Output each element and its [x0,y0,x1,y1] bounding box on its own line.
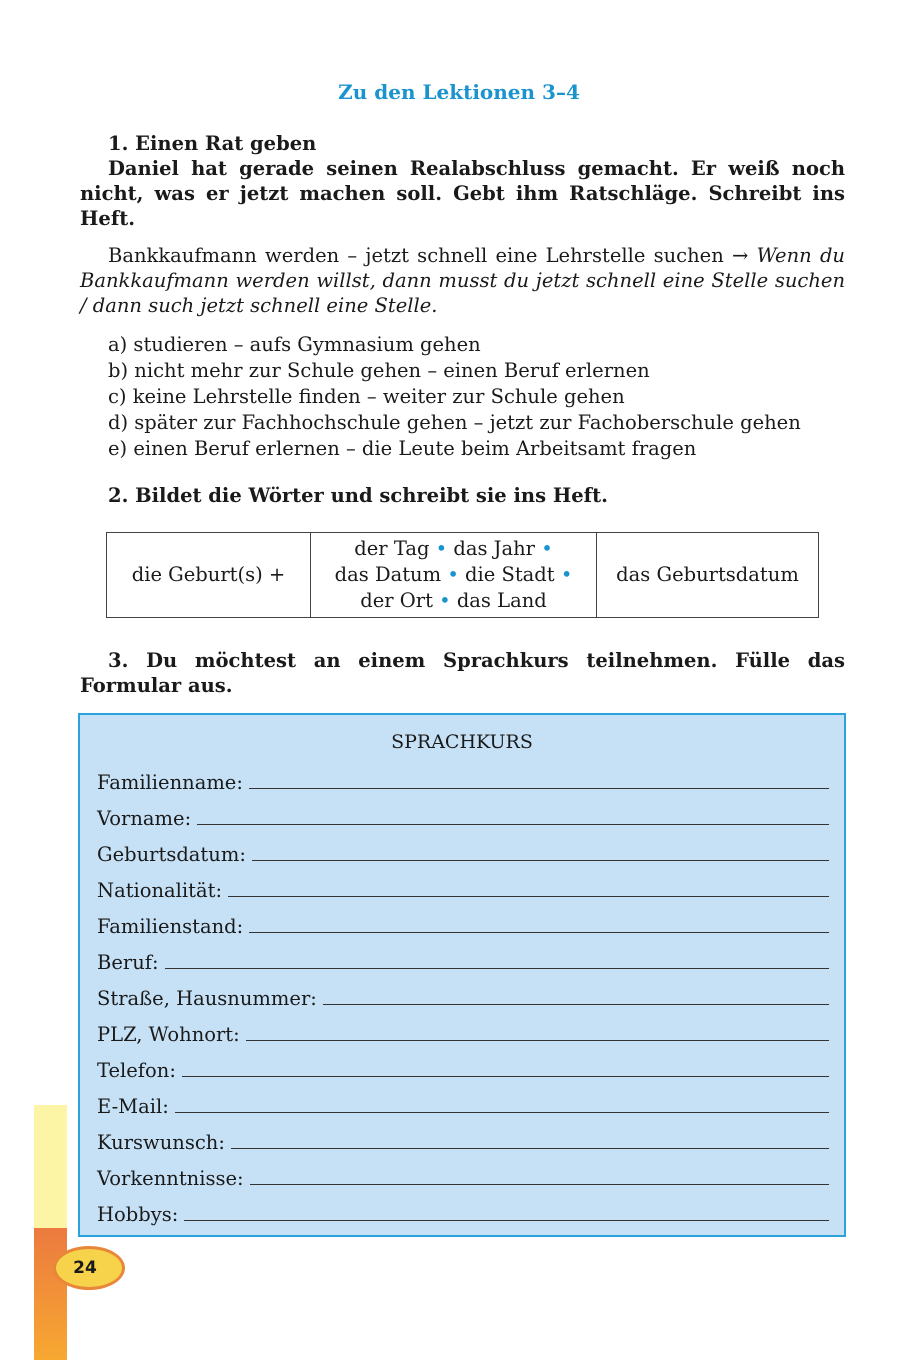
form-field-strasse[interactable]: Straße, Hausnummer: [97,981,829,1011]
list-item: c) keine Lehrstelle finden – weiter zur Schule gehen [108,385,625,408]
exercise-1-title: 1. Einen Rat geben [108,132,317,155]
exercise-1-task: Daniel hat gerade seinen Realabschluss gemacht. Er weiß noch nicht, was er jetzt machen soll. Gebt ihm Ratschläge. Schreibt ins Heft. [80,157,845,230]
answer-line[interactable] [231,1147,829,1149]
margin-strip-orange [34,1228,67,1360]
form-field-kurswunsch[interactable]: Kurswunsch: [97,1125,829,1155]
answer-line[interactable] [228,895,829,897]
exercise-2-title: 2. Bildet die Wörter und schreibt sie ins Heft. [108,484,608,507]
word-result: das Geburtsdatum [597,533,819,618]
word-building-table [106,532,819,618]
answer-line[interactable] [165,967,829,969]
answer-line[interactable] [249,787,829,789]
form-field-vorname[interactable]: Vorname: [97,801,829,831]
registration-form [78,713,846,1237]
bullet-dot: • [560,563,573,586]
word-base: die Geburt(s) + [107,533,311,618]
list-item: d) später zur Fachhochschule gehen – jetzt zur Fachoberschule gehen [108,411,801,434]
form-field-email[interactable]: E-Mail: [97,1089,829,1119]
list-item: b) nicht mehr zur Schule gehen – einen Beruf erlernen [108,359,650,382]
answer-line[interactable] [184,1219,829,1221]
page-number-badge: 24 [53,1246,125,1290]
form-title: SPRACHKURS [391,731,533,753]
answer-line[interactable] [250,1183,829,1185]
answer-line[interactable] [197,823,829,825]
bullet-dot: • [541,537,553,560]
exercise-3-title: 3. Du möchtest an einem Sprachkurs teilnehmen. Fülle das Formular aus. [80,649,845,697]
bullet-dot: • [435,537,448,560]
word-options: der Tag • das Jahr • das Datum • die Stadt • der Ort • das Land [311,533,597,618]
answer-line[interactable] [252,859,829,861]
answer-line[interactable] [182,1075,829,1077]
bullet-dot: • [447,563,459,586]
form-field-familienname[interactable]: Familienname: [97,765,829,795]
form-field-vorkenntnisse[interactable]: Vorkenntnisse: [97,1161,829,1191]
exercise-1-items [108,332,873,462]
bullet-dot: • [439,589,451,612]
example-answer: Wenn du Bankkaufmann werden willst, dann musst du jetzt schnell eine Stelle suchen / dann such jetzt schnell eine Stelle. [80,244,845,317]
example-prompt: Bankkaufmann werden – jetzt schnell eine Lehrstelle suchen → [108,244,757,267]
answer-line[interactable] [323,1003,829,1005]
form-field-plz-wohnort[interactable]: PLZ, Wohnort: [97,1017,829,1047]
form-field-familienstand[interactable]: Familienstand: [97,909,829,939]
form-field-telefon[interactable]: Telefon: [97,1053,829,1083]
form-field-nationalitaet[interactable]: Nationalität: [97,873,829,903]
answer-line[interactable] [175,1111,829,1113]
list-item: e) einen Beruf erlernen – die Leute beim Arbeitsamt fragen [108,437,697,460]
exercise-1-example [80,243,845,318]
form-field-beruf[interactable]: Beruf: [97,945,829,975]
list-item: a) studieren – aufs Gymnasium gehen [108,333,481,356]
answer-line[interactable] [249,931,829,933]
form-field-hobbys[interactable]: Hobbys: [97,1197,829,1227]
section-heading: Zu den Lektionen 3–4 [338,80,580,104]
form-field-geburtsdatum[interactable]: Geburtsdatum: [97,837,829,867]
answer-line[interactable] [246,1039,829,1041]
